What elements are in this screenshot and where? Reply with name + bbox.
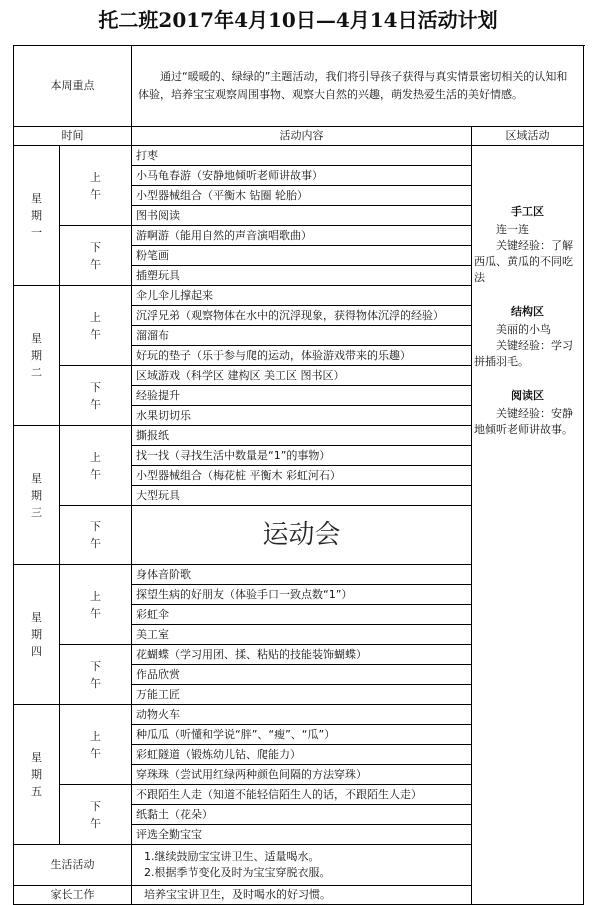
zone-key-experience: 关键经验：了解西瓜、黄瓜的不同吃法	[474, 239, 573, 284]
day-label-text: 星期三	[31, 471, 42, 519]
day-label-text: 星期四	[31, 611, 42, 658]
day-label-text: 星期五	[31, 751, 42, 798]
activity-item: 小型器械组合（平衡木 钻圈 轮胎）	[132, 186, 472, 206]
pm-label	[60, 645, 132, 705]
activity-item: 小型器械组合（梅花桩 平衡木 彩虹河石）	[132, 466, 472, 486]
pm-label-text: 下午	[90, 520, 101, 550]
pm-label-text: 下午	[90, 240, 101, 271]
pm-label-text: 下午	[90, 799, 101, 830]
pm-label-text: 下午	[90, 380, 101, 411]
plan-table	[13, 45, 584, 905]
am-label	[60, 565, 132, 645]
zone-block	[474, 388, 581, 438]
day-label	[14, 426, 60, 565]
activity-item: 探望生病的好朋友（体验手口一致点数“1”）	[132, 585, 472, 605]
page-title: 托二班2017年4月10日—4月14日活动计划	[98, 8, 498, 32]
activity-item: 种瓜瓜（听懂和学说“胖”、“瘦”、“瓜”）	[132, 725, 472, 745]
am-label-text: 上午	[90, 310, 101, 341]
activity-item: 撕报纸	[132, 426, 472, 446]
life-label: 生活活动	[14, 845, 132, 886]
day-label	[14, 705, 60, 845]
focus-text: 通过“暖暖的、绿绿的”主题活动，我们将引导孩子获得与真实情景密切相关的认知和体验，培养宝宝观察周围事物、观察大自然的兴趣，萌发热爱生活的美好情感。	[132, 46, 584, 127]
activity-item: 区域游戏（科学区 建构区 美工区 图书区）	[132, 366, 472, 386]
activity-item: 伞儿伞儿撑起来	[132, 286, 472, 306]
day-label	[14, 146, 60, 286]
pm-label	[60, 366, 132, 426]
activity-item: 图书阅读	[132, 206, 472, 226]
parent-label: 家长工作	[14, 886, 132, 905]
day-label-text: 星期一	[31, 192, 42, 239]
activity-item: 穿珠珠（尝试用红绿两种颜色间隔的方法穿珠）	[132, 765, 472, 785]
activity-item: 彩虹伞	[132, 605, 472, 625]
life-content	[132, 845, 584, 886]
zone-activity: 美丽的小鸟	[496, 323, 551, 336]
activity-item: 水果切切乐	[132, 406, 472, 426]
day-label	[14, 565, 60, 705]
activity-item: 身体音阶歌	[132, 565, 472, 585]
activity-item: 粉笔画	[132, 246, 472, 266]
zone-title: 结构区	[511, 305, 544, 318]
zone-activity: 连一连	[496, 223, 529, 236]
zone-key-experience: 关键经验：安静地倾听老师讲故事。	[474, 407, 573, 436]
activity-item: 不跟陌生人走（知道不能轻信陌生人的话，不跟陌生人走）	[132, 785, 472, 805]
zone-title: 阅读区	[511, 389, 544, 402]
activity-item: 评选全勤宝宝	[132, 825, 472, 845]
activity-item: 小马龟春游（安静地倾听老师讲故事）	[132, 166, 472, 186]
activity-item: 沉浮兄弟（观察物体在水中的沉浮现象，获得物体沉浮的经验）	[132, 306, 472, 326]
life-item: 2.根据季节变化及时为宝宝穿脱衣服。	[144, 866, 331, 879]
pm-label	[60, 506, 132, 565]
activity-item: 花蝴蝶（学习用团、揉、粘贴的技能装饰蝴蝶）	[132, 645, 472, 665]
pm-label	[60, 226, 132, 286]
focus-label: 本周重点	[14, 46, 132, 127]
activity-item: 动物火车	[132, 705, 472, 725]
am-label	[60, 705, 132, 785]
am-label-text: 上午	[90, 589, 101, 620]
activity-item: 好玩的垫子（乐于参与爬的运动，体验游戏带来的乐趣）	[132, 346, 472, 366]
zone-title: 手工区	[511, 205, 544, 218]
activity-item: 作品欣赏	[132, 665, 472, 685]
pm-label-text: 下午	[90, 659, 101, 690]
zone-cell	[472, 146, 584, 905]
activity-item: 大型玩具	[132, 486, 472, 506]
activity-item: 美工室	[132, 625, 472, 645]
activity-item: 经验提升	[132, 386, 472, 406]
activity-item: 彩虹隧道（锻炼幼儿钻、爬能力）	[132, 745, 472, 765]
life-item: 1.继续鼓励宝宝讲卫生、适量喝水。	[144, 850, 320, 863]
parent-content: 培养宝宝讲卫生，及时喝水的好习惯。	[132, 886, 584, 905]
day-label	[14, 286, 60, 426]
header-content: 活动内容	[132, 127, 472, 146]
zone-block	[474, 304, 581, 370]
am-label	[60, 146, 132, 226]
am-label-text: 上午	[90, 729, 101, 760]
activity-item: 溜溜布	[132, 326, 472, 346]
activity-item: 找一找（寻找生活中数量是“1”的事物）	[132, 446, 472, 466]
header-time: 时间	[14, 127, 132, 146]
activity-item: 万能工匠	[132, 685, 472, 705]
activity-item: 游啊游（能用自然的声音演唱歌曲）	[132, 226, 472, 246]
day-label-text: 星期二	[31, 332, 42, 379]
pm-label	[60, 785, 132, 845]
sports-day: 运动会	[132, 506, 472, 565]
activity-item: 纸黏土（花朵）	[132, 805, 472, 825]
am-label	[60, 286, 132, 366]
header-zone: 区域活动	[472, 127, 584, 146]
zone-key-experience: 关键经验：学习拼插羽毛。	[474, 339, 573, 368]
am-label-text: 上午	[90, 450, 101, 481]
am-label-text: 上午	[90, 170, 101, 201]
activity-item: 插塑玩具	[132, 266, 472, 286]
activity-item: 打枣	[132, 146, 472, 166]
am-label	[60, 426, 132, 506]
zone-block	[474, 204, 581, 286]
